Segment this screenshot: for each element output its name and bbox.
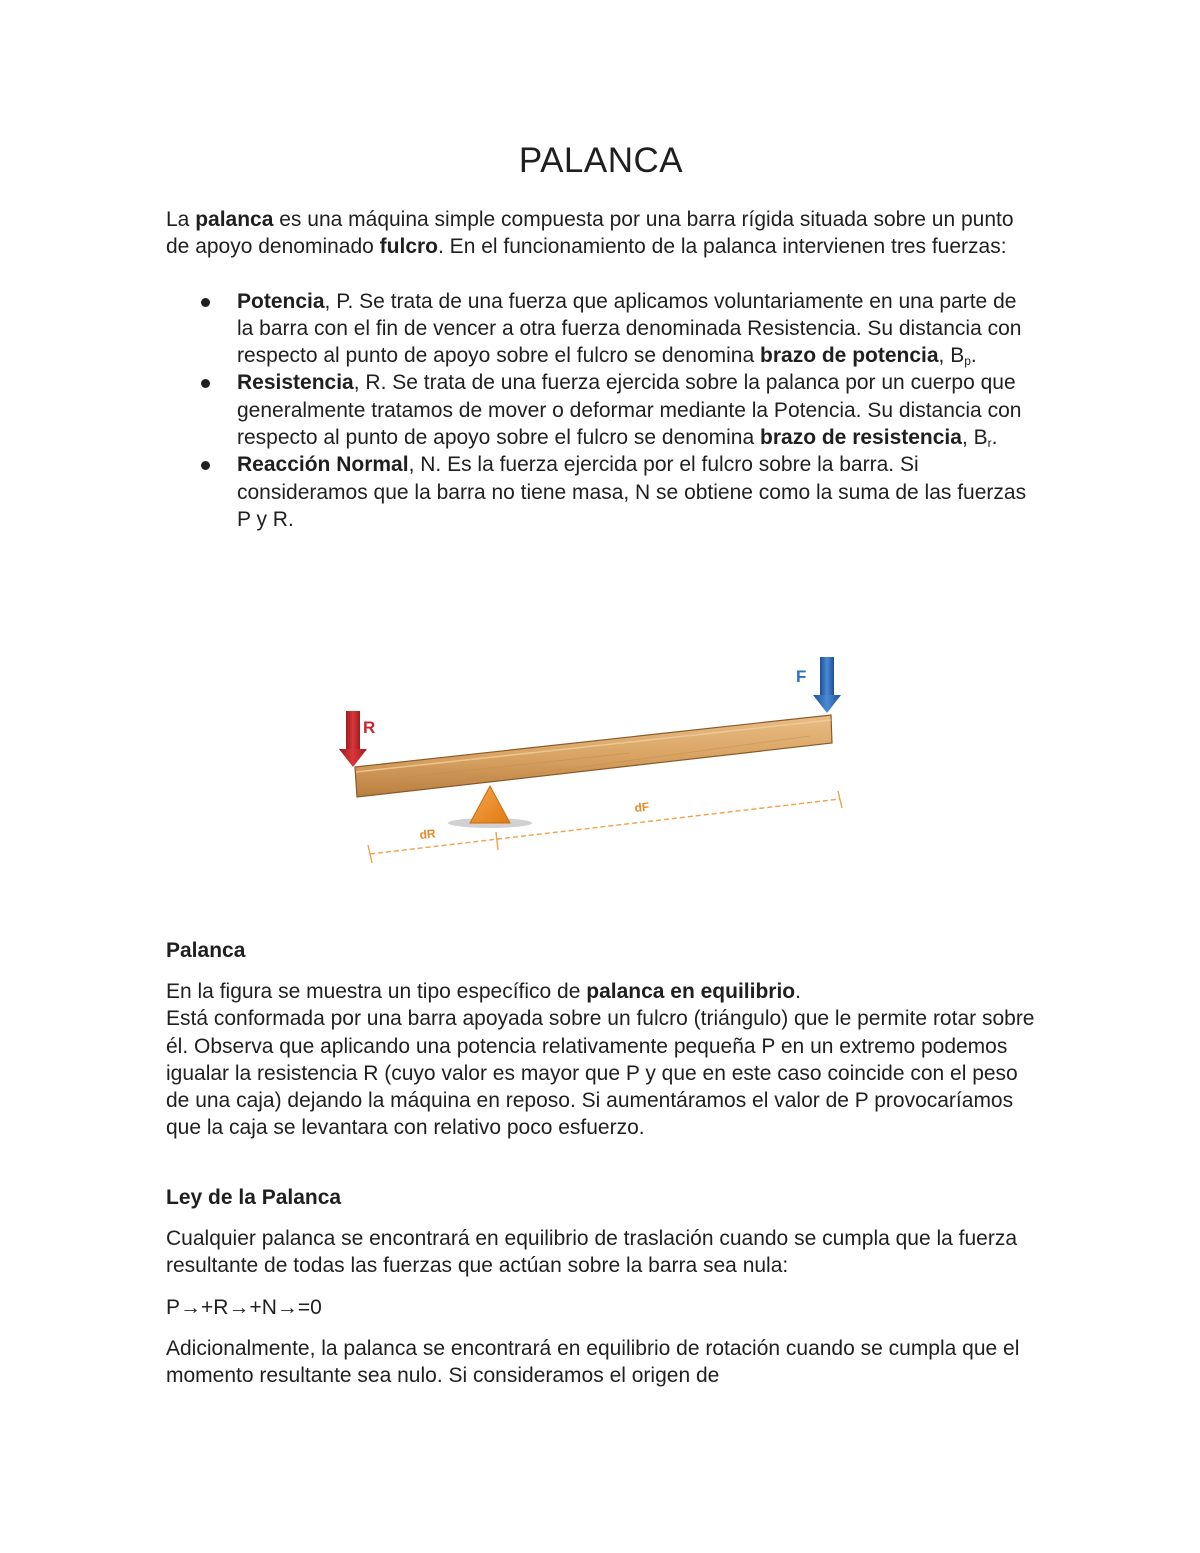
intro-bold-fulcro: fulcro <box>379 235 439 259</box>
document-content <box>166 140 1036 533</box>
forces-list <box>166 288 1036 534</box>
force-arm: brazo de resistencia <box>760 426 962 450</box>
fulcrum-triangle <box>470 786 510 823</box>
force-arm-sep: , B <box>961 426 988 450</box>
palanca-line1 <box>166 978 1036 1005</box>
force-arm: brazo de potencia <box>760 344 939 368</box>
label-f: F <box>796 667 807 686</box>
label-dr: dR <box>418 826 437 842</box>
intro-text-post: . En el funcionamiento de la palanca intervienen tres fuerzas: <box>438 235 1007 259</box>
force-end: . <box>991 426 998 450</box>
bullet-icon <box>201 298 210 307</box>
force-text: , N. Es la fuerza ejercida por el fulcro sobre la barra. Si consideramos que la barra no tiene masa, N se obtiene como la suma de las fuerzas P y R. <box>237 453 1027 531</box>
ley-equation: P→+R→+N→=0 <box>166 1295 322 1319</box>
force-text: , R. Se trata de una fuerza ejercida sobre la palanca por un cuerpo que generalmente tratamos de mover o deformar mediante la Potencia. Su distancia con respecto al punto de apoyo sobre el fulcro se denomina <box>237 371 1022 450</box>
force-arm-sub: p <box>964 354 971 369</box>
section-heading-palanca: Palanca <box>166 939 246 962</box>
bullet-icon <box>201 379 210 388</box>
section-heading-ley: Ley de la Palanca <box>166 1186 342 1209</box>
section-palanca <box>166 937 1036 1142</box>
list-item-reaccion-normal <box>166 451 1036 533</box>
force-name: Potencia <box>237 289 325 313</box>
force-name: Reacción Normal <box>237 453 409 477</box>
force-end: . <box>970 344 977 368</box>
list-item-potencia <box>166 288 1036 370</box>
section-ley <box>166 1184 1036 1389</box>
force-name: Resistencia <box>237 371 354 395</box>
bullet-icon <box>201 461 210 470</box>
force-arm-sub: r <box>987 436 992 451</box>
palanca-line1-post: . <box>795 980 801 1003</box>
intro-bold-palanca: palanca <box>195 208 274 231</box>
ley-paragraph-2: Adicionalmente, la palanca se encontrará en equilibrio de rotación cuando se cumpla que el momento resultante sea nulo. Si consideramos el origen de <box>166 1336 1020 1388</box>
lever-figure <box>330 645 860 875</box>
intro-text-pre: La <box>166 208 196 231</box>
list-item-resistencia <box>166 369 1036 451</box>
page-title: PALANCA <box>518 141 684 180</box>
lever-bar <box>355 715 832 797</box>
palanca-line1-bold: palanca en equilibrio <box>586 980 796 1003</box>
palanca-line1-pre: En la figura se muestra un tipo específico de <box>166 980 587 1003</box>
ley-paragraph-1: Cualquier palanca se encontrará en equilibrio de traslación cuando se cumpla que la fuerza resultante de todas las fuerzas que actúan sobre la barra sea nula: <box>166 1227 1018 1278</box>
label-r: R <box>363 718 376 737</box>
force-text: , P. Se trata de una fuerza que aplicamos voluntariamente en una parte de la barra con el fin de vencer a otra fuerza denominada Resistencia. Su distancia con respecto al punto de apoyo sobre el fulcro se denomina <box>237 289 1022 368</box>
intro-text-mid: es una máquina simple compuesta por una barra rígida situada sobre un punto de apoyo denominado <box>166 208 1014 259</box>
arrow-f-icon <box>813 657 841 713</box>
palanca-body: Está conformada por una barra apoyada sobre un fulcro (triángulo) que le permite rotar sobre él. Observa que aplicando una potencia relativamente pequeña P en un extremo podemos igualar la resistencia R (cuyo valor es mayor que P y que en este caso coincide con el peso de una caja) dejando la máquina en reposo. Si aumentáramos el valor de P provocaríamos que la caja se levantara con relativo poco esfuerzo. <box>166 1007 1035 1140</box>
force-arm-sep: , B <box>938 344 965 368</box>
dimension-line <box>368 791 842 863</box>
intro-paragraph <box>166 206 1036 261</box>
label-df: dF <box>633 799 650 815</box>
